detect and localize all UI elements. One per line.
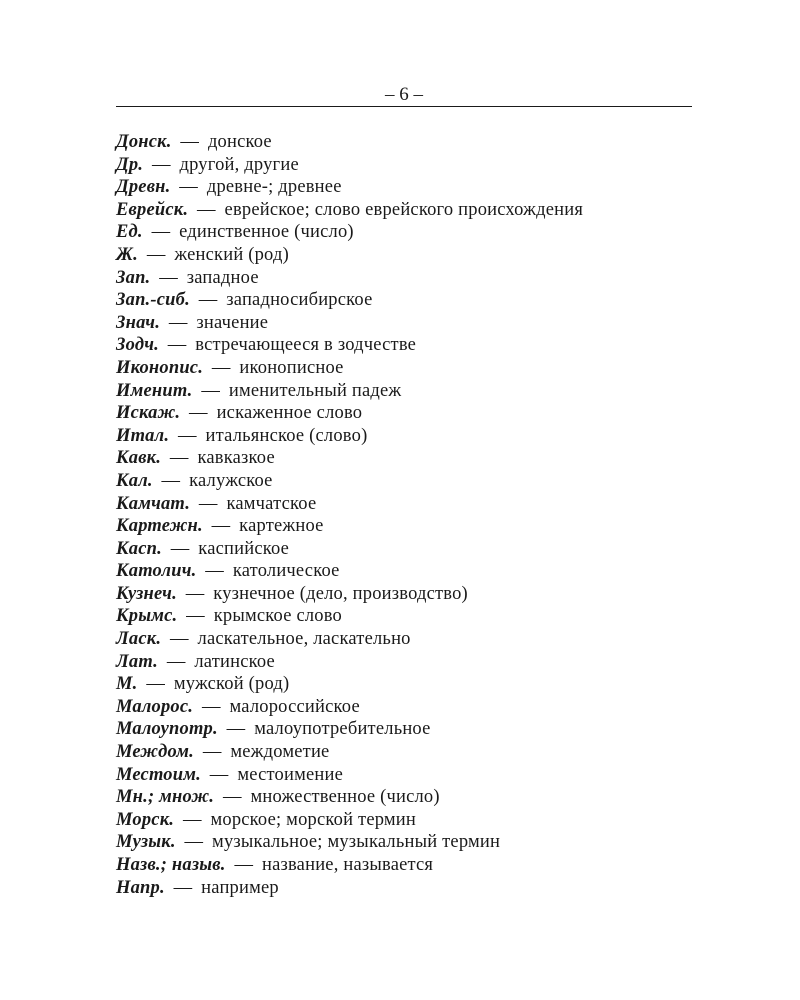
abbreviation-term: Кавк. [116,448,162,469]
abbreviation-term: Донск. [116,132,172,152]
abbreviation-term: Ед. [116,222,143,243]
abbreviation-meaning: множественное (число) [250,787,440,808]
abbreviation-term: Назв.; назыв. [116,855,226,875]
abbreviation-entry [116,131,716,154]
entry-dash: — [161,470,181,491]
abbreviation-term: Картежн. [116,516,203,537]
abbreviation-meaning: единственное (число) [179,222,354,243]
abbreviation-meaning: кавказкое [197,448,275,469]
abbreviation-entry [116,877,716,900]
entry-dash: — [202,742,222,763]
abbreviation-meaning: камчатское [226,493,317,514]
abbreviation-entry [116,764,716,787]
entry-dash: — [198,493,218,514]
entry-dash: — [167,335,187,356]
abbreviation-list [116,131,716,899]
abbreviation-term: Мн.; множ. [116,787,215,808]
entry-dash: — [189,403,208,424]
abbreviation-entry [116,402,716,425]
entry-dash: — [222,787,242,808]
entry-dash: — [146,244,166,265]
header-divider [116,106,692,107]
abbreviation-entry [116,809,716,832]
abbreviation-term: Итал. [116,425,170,446]
entry-dash: — [198,290,218,311]
abbreviation-meaning: древне-; древнее [206,177,342,198]
abbreviation-term: Морск. [116,809,175,830]
abbreviation-entry [116,854,716,877]
abbreviation-meaning: иконописное [239,357,344,378]
entry-dash: — [186,606,205,627]
abbreviation-term: Знач. [116,312,161,333]
abbreviation-meaning: кузнечное (дело, производство) [213,583,468,604]
entry-dash: — [169,629,189,650]
abbreviation-term: Древн. [116,177,171,198]
entry-dash: — [211,357,231,378]
entry-dash: — [184,832,204,853]
abbreviation-meaning: женский (род) [174,244,289,265]
entry-dash: — [209,764,229,785]
abbreviation-term: Др. [116,154,144,175]
abbreviation-term: Ж. [116,244,139,265]
abbreviation-meaning: мужской (род) [173,674,290,695]
abbreviation-entry [116,628,716,651]
abbreviation-entry [116,357,716,380]
abbreviation-meaning: музыкальное; музыкальный термин [212,832,501,853]
abbreviation-meaning: итальянское (слово) [205,425,368,446]
entry-dash: — [151,154,171,175]
abbreviation-entry [116,831,716,854]
abbreviation-entry [116,154,716,177]
abbreviation-entry [116,538,716,561]
abbreviation-meaning: калужское [189,470,273,491]
abbreviation-meaning: крымское слово [213,606,343,627]
abbreviation-entry [116,176,716,199]
entry-dash: — [205,561,224,582]
entry-dash: — [197,199,216,220]
entry-dash: — [159,267,178,288]
abbreviation-entry [116,786,716,809]
abbreviation-entry [116,718,716,741]
abbreviation-term: Зап.-сиб. [116,290,190,311]
abbreviation-term: Камчат. [116,493,191,514]
abbreviation-meaning: искаженное слово [216,403,363,424]
abbreviation-term: Кузнеч. [116,583,177,604]
abbreviation-term: М. [116,674,138,695]
abbreviation-meaning: латинское [194,651,275,672]
abbreviation-entry [116,199,716,222]
abbreviation-term: Напр. [116,877,165,898]
abbreviation-meaning: малоупотребительное [254,719,431,740]
entry-dash: — [177,425,197,446]
abbreviation-term: Местоим. [116,764,201,785]
abbreviation-entry [116,221,716,244]
abbreviation-entry [116,560,716,583]
abbreviation-entry [116,696,716,719]
abbreviation-meaning: еврейское; слово еврейского происхождения [224,199,584,220]
abbreviation-meaning: западное [186,267,259,288]
abbreviation-meaning: картежное [239,516,324,537]
abbreviation-term: Музык. [116,832,176,853]
entry-dash: — [166,651,186,672]
abbreviation-meaning: морское; морской термин [210,809,417,830]
entry-dash: — [173,877,193,898]
abbreviation-term: Малоупотр. [116,719,218,740]
page-number: – 6 – [385,84,423,105]
abbreviation-term: Иконопис. [116,357,204,378]
abbreviation-meaning: другой, другие [179,154,299,175]
abbreviation-term: Касп. [116,538,162,559]
abbreviation-term: Еврейск. [116,199,189,220]
abbreviation-entry [116,741,716,764]
abbreviation-meaning: местоимение [237,764,344,785]
entry-dash: — [169,448,189,469]
abbreviation-term: Междом. [116,742,194,763]
entry-dash: — [226,719,246,740]
entry-dash: — [180,132,200,152]
abbreviation-entry [116,334,716,357]
entry-dash: — [146,674,166,695]
abbreviation-entry [116,380,716,403]
abbreviation-meaning: донское [207,132,272,152]
abbreviation-term: Зап. [116,267,151,288]
abbreviation-entry [116,673,716,696]
abbreviation-meaning: например [201,877,279,898]
abbreviation-entry [116,244,716,267]
abbreviation-entry [116,583,716,606]
entry-dash: — [168,312,188,333]
abbreviation-term: Зодч. [116,335,159,356]
abbreviation-meaning: западносибирское [226,290,373,311]
abbreviation-meaning: ласкательное, ласкательно [197,629,411,650]
abbreviation-entry [116,289,716,312]
entry-dash: — [211,516,231,537]
abbreviation-entry [116,651,716,674]
abbreviation-entry [116,515,716,538]
abbreviation-meaning: междометие [230,742,330,763]
entry-dash: — [179,177,198,198]
abbreviation-term: Малорос. [116,696,194,717]
abbreviation-term: Искаж. [116,403,181,424]
abbreviation-entry [116,447,716,470]
abbreviation-entry [116,425,716,448]
abbreviation-meaning: значение [196,312,269,333]
entry-dash: — [234,855,254,875]
abbreviation-term: Крымс. [116,606,178,627]
entry-dash: — [170,538,190,559]
abbreviation-term: Католич. [116,561,197,582]
entry-dash: — [185,583,205,604]
abbreviation-meaning: именительный падеж [228,380,402,401]
abbreviation-term: Лат. [116,651,158,672]
abbreviation-entry [116,470,716,493]
abbreviation-meaning: название, называется [261,855,434,875]
abbreviation-meaning: каспийское [198,538,290,559]
abbreviation-term: Кал. [116,470,153,491]
abbreviation-term: Именит. [116,380,193,401]
abbreviation-entry [116,493,716,516]
abbreviation-meaning: католическое [232,561,340,582]
abbreviation-meaning: встречающееся в зодчестве [195,335,417,356]
abbreviation-term: Ласк. [116,629,162,650]
abbreviation-entry [116,605,716,628]
entry-dash: — [201,696,221,717]
entry-dash: — [182,809,202,830]
abbreviation-meaning: малороссийское [229,696,360,717]
entry-dash: — [151,222,171,243]
abbreviation-entry [116,267,716,290]
abbreviation-entry [116,312,716,335]
entry-dash: — [201,380,221,401]
